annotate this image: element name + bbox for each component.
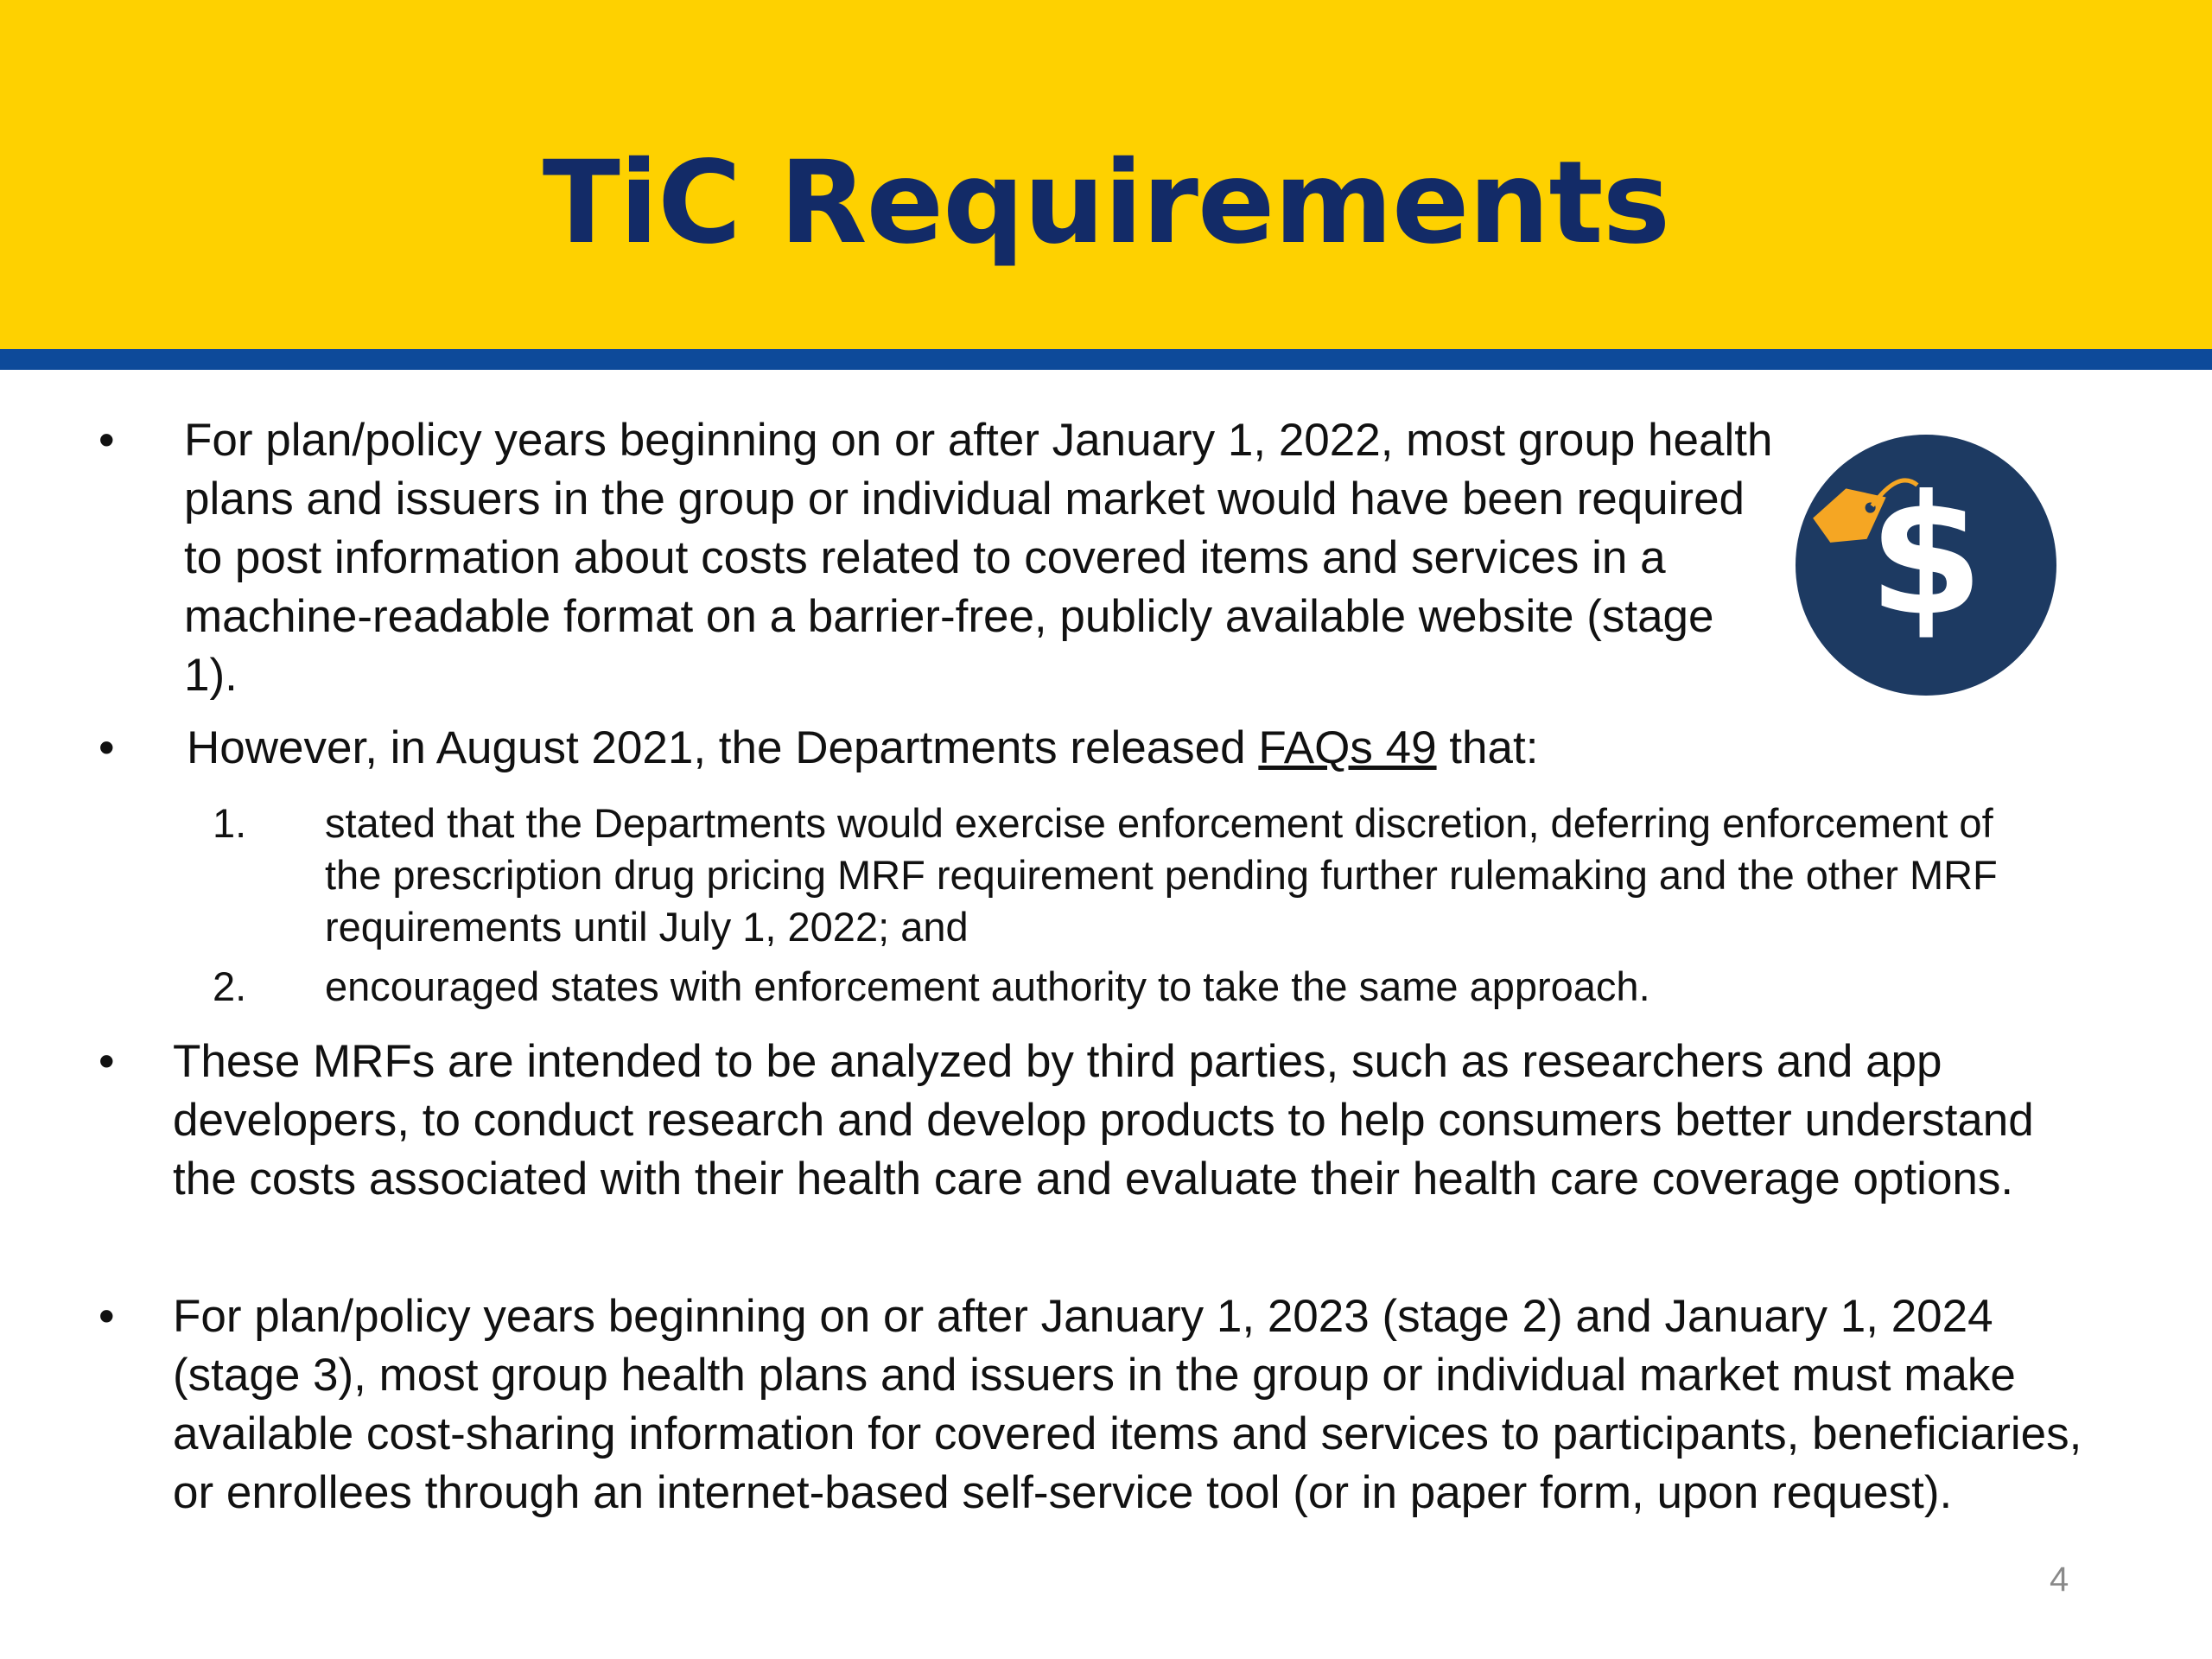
bullet-marker: •: [99, 722, 115, 773]
bullet-marker: •: [99, 1036, 115, 1087]
list-number: 1.: [213, 800, 247, 846]
faqs-intro-text: However, in August 2021, the Departments released: [187, 722, 1259, 773]
bullet-marker: •: [99, 415, 115, 466]
bullet-text-faqs: [187, 719, 2088, 778]
header-divider: [0, 349, 2212, 370]
page-number: 4: [2050, 1560, 2069, 1599]
bullet-text-mrf-analysis: These MRFs are intended to be analyzed by third parties, such as researchers and app developers, to conduct research and develop products to help consumers better understand the costs associated with their health care and evaluate their health care coverage options.: [173, 1036, 2034, 1205]
bullet-text-stage-2-3: For plan/policy years beginning on or after January 1, 2023 (stage 2) and January 1, 2024 (stage 3), most group health plans and issuers in the group or individual market must make available cost-sharing information for covered items and services to participants, beneficiaries, or enrollees through an internet-based self-service tool (or in paper form, upon request).: [173, 1291, 2082, 1518]
list-item-enforcement-discretion: stated that the Departments would exercise enforcement discretion, deferring enforcement of the prescription drug pricing MRF requirement pending further rulemaking and the other MRF requirements until July 1, 2022; and: [325, 800, 1998, 950]
bullet-marker: •: [99, 1291, 115, 1342]
faqs-49-link[interactable]: FAQs 49: [1258, 722, 1437, 773]
header-banner: [0, 0, 2212, 349]
list-number: 2.: [213, 963, 247, 1009]
svg-text:$: $: [1868, 460, 1984, 653]
list-item-states-approach: encouraged states with enforcement authority to take the same approach.: [325, 963, 1650, 1009]
bullet-text-stage-1: For plan/policy years beginning on or after January 1, 2022, most group health plans and issuers in the group or individual market would have been required to post information about costs related to covered items and services in a machine-readable format on a barrier-free, publicly available website (stage 1).: [184, 415, 1773, 701]
faqs-after-text: that:: [1436, 722, 1539, 773]
slide-title: TiC Requirements: [542, 137, 1670, 270]
dollar-price-tag-icon: [1796, 435, 2056, 696]
